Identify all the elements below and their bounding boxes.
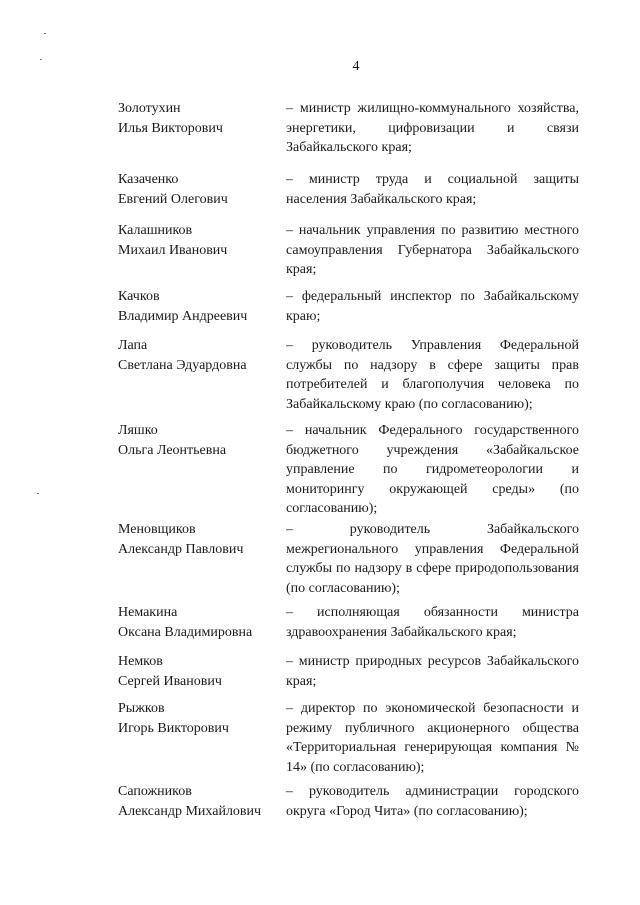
scan-speck (37, 493, 39, 494)
person-position: – министр труда и социальной защиты населения Забайкальского края; (286, 172, 579, 207)
person-position: – федеральный инспектор по Забайкальскому краю; (286, 289, 579, 324)
person-given-names: Ольга Леонтьевна (118, 442, 227, 458)
person-surname: Рыжков (118, 701, 165, 716)
list-item (118, 99, 580, 158)
person-surname: Немков (118, 654, 163, 669)
person-surname: Калашников (118, 223, 193, 238)
scan-speck (44, 33, 46, 34)
person-surname: Немакина (118, 605, 178, 620)
person-name (118, 99, 286, 158)
page-number: 4 (352, 59, 360, 74)
person-name (118, 603, 286, 642)
person-position: – руководитель администрации городского округа «Город Чита» (по согласованию); (286, 784, 579, 819)
list-item (118, 221, 580, 280)
person-surname: Качков (118, 289, 160, 304)
person-given-names: Игорь Викторович (118, 720, 229, 736)
person-position: – министр природных ресурсов Забайкальского края; (286, 654, 579, 689)
list-item (118, 421, 580, 519)
list-item (118, 170, 580, 209)
person-surname: Сапожников (118, 784, 192, 799)
person-given-names: Илья Викторович (118, 120, 223, 136)
person-surname: Казаченко (118, 172, 179, 187)
person-surname: Золотухин (118, 101, 181, 116)
person-position: – руководитель Управления Федеральной службы по надзору в сфере защиты прав потребителей и благополучия человека по Забайкальскому краю (по согласованию); (286, 338, 579, 412)
person-name (118, 652, 286, 691)
list-item (118, 652, 580, 691)
person-name (118, 520, 286, 598)
person-given-names: Евгений Олегович (118, 191, 228, 207)
person-name (118, 170, 286, 209)
person-name (118, 699, 286, 777)
list-item (118, 520, 580, 598)
person-given-names: Александр Павлович (118, 541, 244, 557)
list-item (118, 336, 580, 414)
person-given-names: Светлана Эдуардовна (118, 357, 247, 373)
person-name (118, 421, 286, 519)
person-surname: Ляшко (118, 423, 158, 438)
person-position: – исполняющая обязанности министра здравоохранения Забайкальского края; (286, 605, 579, 640)
person-name (118, 336, 286, 414)
person-position: – министр жилищно-коммунального хозяйства, энергетики, цифровизации и связи Забайкальского края; (286, 101, 579, 155)
list-item (118, 603, 580, 642)
person-given-names: Александр Михайлович (118, 803, 262, 819)
person-name (118, 782, 286, 821)
person-given-names: Михаил Иванович (118, 242, 228, 258)
person-given-names: Сергей Иванович (118, 673, 222, 689)
person-given-names: Владимир Андреевич (118, 308, 248, 324)
person-position: – руководитель Забайкальского межрегионального управления Федеральной службы по надзору в сфере природопользования (по согласованию); (286, 522, 579, 596)
person-position: – директор по экономической безопасности и режиму публичного акционерного общества «Территориальная генерирующая компания № 14» (по согласованию); (286, 701, 579, 775)
person-name (118, 221, 286, 280)
person-name (118, 287, 286, 326)
person-surname: Лапа (118, 338, 148, 353)
list-item (118, 699, 580, 777)
person-given-names: Оксана Владимировна (118, 624, 253, 640)
person-position: – начальник управления по развитию местного самоуправления Губернатора Забайкальского края; (286, 223, 579, 277)
list-item (118, 287, 580, 326)
list-item (118, 782, 580, 821)
person-position: – начальник Федерального государственного бюджетного учреждения «Забайкальское управление по гидрометеорологии и мониторингу окружающей среды» (по согласованию); (286, 423, 579, 516)
person-surname: Меновщиков (118, 522, 196, 537)
